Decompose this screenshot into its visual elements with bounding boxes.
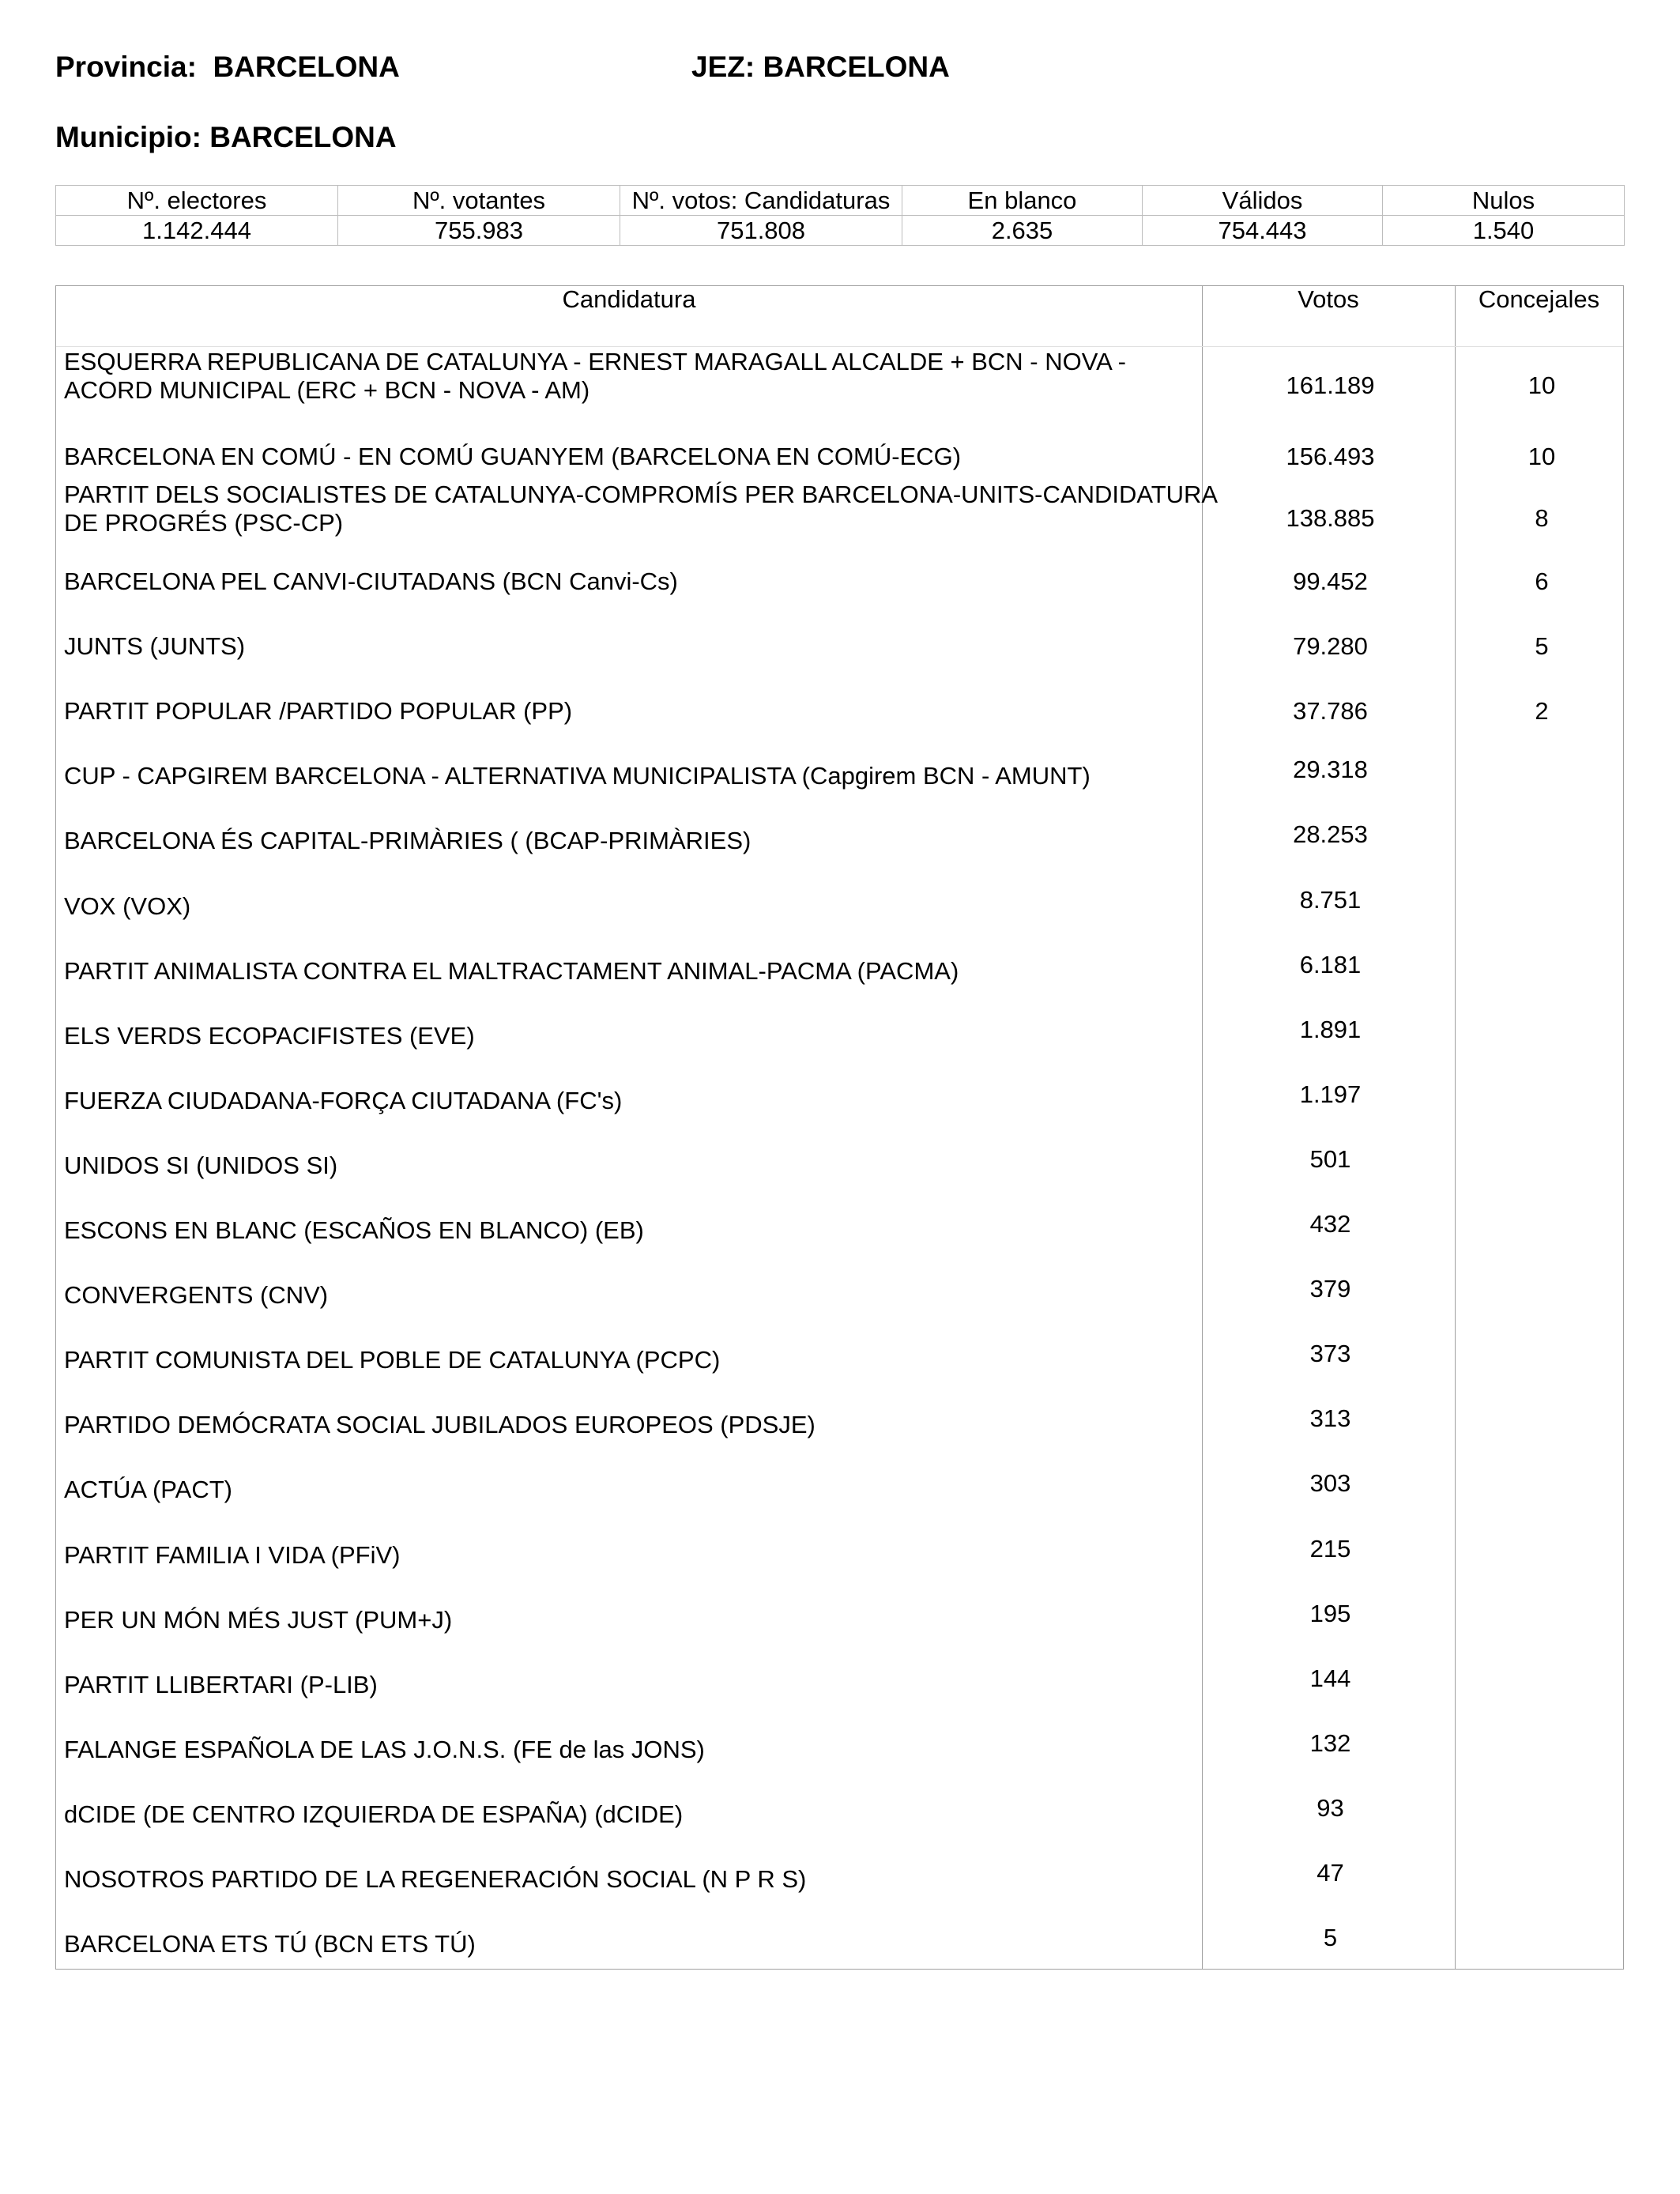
summary-value-electores: 1.142.444 [56,216,338,246]
votos-value: 373 [1309,1340,1351,1368]
concejales-value: 10 [1527,371,1556,399]
candidatura-name: dCIDE (DE CENTRO IZQUIERDA DE ESPAÑA) (dCIDE) [64,1800,684,1828]
summary-header-electores: Nº. electores [56,186,338,216]
summary-header-en-blanco: En blanco [902,186,1143,216]
votos-value: 99.452 [1293,567,1368,595]
votos-value: 1.891 [1299,1015,1362,1043]
candidatura-name: PARTIT ANIMALISTA CONTRA EL MALTRACTAMENT ANIMAL-PACMA (PACMA) [64,956,959,985]
summary-header-nulos: Nulos [1383,186,1625,216]
votos-value: 37.786 [1293,697,1368,726]
header-divider [56,346,1623,347]
candidatura-name: ESQUERRA REPUBLICANA DE CATALUNYA - ERNEST MARAGALL ALCALDE + BCN - NOVA - ACORD MUNICIPAL (ERC + BCN - NOVA - AM) [64,348,1127,404]
votos-value: 93 [1317,1793,1344,1822]
votos-value: 313 [1309,1404,1351,1433]
candidatura-name: CONVERGENTS (CNV) [64,1281,329,1310]
summary-value-en-blanco: 2.635 [902,216,1143,246]
candidatura-name: JUNTS (JUNTS) [64,632,246,661]
votos-value: 29.318 [1293,756,1368,784]
summary-header-row [56,186,1625,216]
concejales-value: 5 [1535,632,1549,661]
votos-value: 132 [1309,1728,1351,1757]
candidatura-name: PARTIT POPULAR /PARTIDO POPULAR (PP) [64,697,573,726]
candidatura-name: PARTIT FAMILIA I VIDA (PFiV) [64,1540,401,1569]
votos-value: 8.751 [1299,885,1362,914]
votos-value: 6.181 [1299,950,1362,978]
candidatura-name: ELS VERDS ECOPACIFISTES (EVE) [64,1021,475,1050]
votos-value: 28.253 [1293,820,1368,849]
candidatura-name: PER UN MÓN MÉS JUST (PUM+J) [64,1605,453,1634]
votos-value: 379 [1309,1275,1351,1303]
votos-value: 215 [1309,1534,1351,1563]
candidatura-name: UNIDOS SI (UNIDOS SI) [64,1151,338,1179]
candidatura-name: NOSOTROS PARTIDO DE LA REGENERACIÓN SOCIAL (N P R S) [64,1865,807,1893]
summary-header-validos: Válidos [1143,186,1383,216]
votos-value: 501 [1309,1144,1351,1173]
candidatura-name: FUERZA CIUDADANA-FORÇA CIUTADANA (FC's) [64,1086,623,1114]
candidatura-name: FALANGE ESPAÑOLA DE LAS J.O.N.S. (FE de las JONS) [64,1735,705,1763]
column-divider [1455,286,1456,1969]
votos-value: 195 [1309,1599,1351,1627]
summary-value-row [56,216,1625,246]
candidatura-name: BARCELONA ÉS CAPITAL-PRIMÀRIES ( (BCAP-PRIMÀRIES) [64,827,751,855]
candidatura-name: PARTIT COMUNISTA DEL POBLE DE CATALUNYA (PCPC) [64,1346,721,1374]
votos-value: 144 [1309,1664,1351,1692]
summary-table [55,185,1625,246]
candidatura-name: PARTIT DELS SOCIALISTES DE CATALUNYA-COMPROMÍS PER BARCELONA-UNITS-CANDIDATURA DE PROGRÉS (PSC-CP) [64,481,1217,537]
column-header-candidatura: Candidatura [562,285,696,313]
provincia-heading: Provincia: BARCELONA [55,51,400,83]
column-header-concejales: Concejales [1478,285,1600,313]
votos-value: 156.493 [1286,443,1375,470]
column-divider [1202,286,1203,1969]
candidatura-name: PARTIT LLIBERTARI (P-LIB) [64,1670,378,1698]
summary-header-votantes: Nº. votantes [338,186,620,216]
candidatura-name: BARCELONA EN COMÚ - EN COMÚ GUANYEM (BARCELONA EN COMÚ-ECG) [64,443,962,470]
votos-value: 303 [1309,1469,1351,1498]
candidatura-name: BARCELONA PEL CANVI-CIUTADANS (BCN Canvi-Cs) [64,567,678,595]
candidatura-name: VOX (VOX) [64,892,191,920]
summary-value-nulos: 1.540 [1383,216,1625,246]
summary-header-votos-candidaturas: Nº. votos: Candidaturas [620,186,902,216]
candidatura-name: ACTÚA (PACT) [64,1476,232,1504]
votos-value: 161.189 [1286,371,1375,399]
votos-value: 1.197 [1299,1080,1362,1108]
concejales-value: 2 [1535,697,1549,726]
votos-value: 79.280 [1293,632,1368,661]
summary-value-votos-candidaturas: 751.808 [620,216,902,246]
concejales-value: 6 [1535,567,1549,595]
votos-value: 138.885 [1286,504,1375,532]
concejales-value: 10 [1527,443,1556,470]
candidatura-name: PARTIDO DEMÓCRATA SOCIAL JUBILADOS EUROPEOS (PDSJE) [64,1411,816,1439]
votos-value: 432 [1309,1210,1351,1238]
jez-heading: JEZ: BARCELONA [691,51,950,83]
results-table [55,285,1624,1970]
summary-value-votantes: 755.983 [338,216,620,246]
candidatura-name: ESCONS EN BLANC (ESCAÑOS EN BLANCO) (EB) [64,1216,644,1244]
summary-value-validos: 754.443 [1143,216,1383,246]
candidatura-name: BARCELONA ETS TÚ (BCN ETS TÚ) [64,1930,476,1958]
column-header-votos: Votos [1298,285,1359,313]
municipio-heading: Municipio: BARCELONA [55,121,397,153]
votos-value: 5 [1323,1924,1338,1952]
votos-value: 47 [1317,1859,1344,1887]
concejales-value: 8 [1535,504,1549,532]
candidatura-name: CUP - CAPGIREM BARCELONA - ALTERNATIVA MUNICIPALISTA (Capgirem BCN - AMUNT) [64,762,1090,790]
